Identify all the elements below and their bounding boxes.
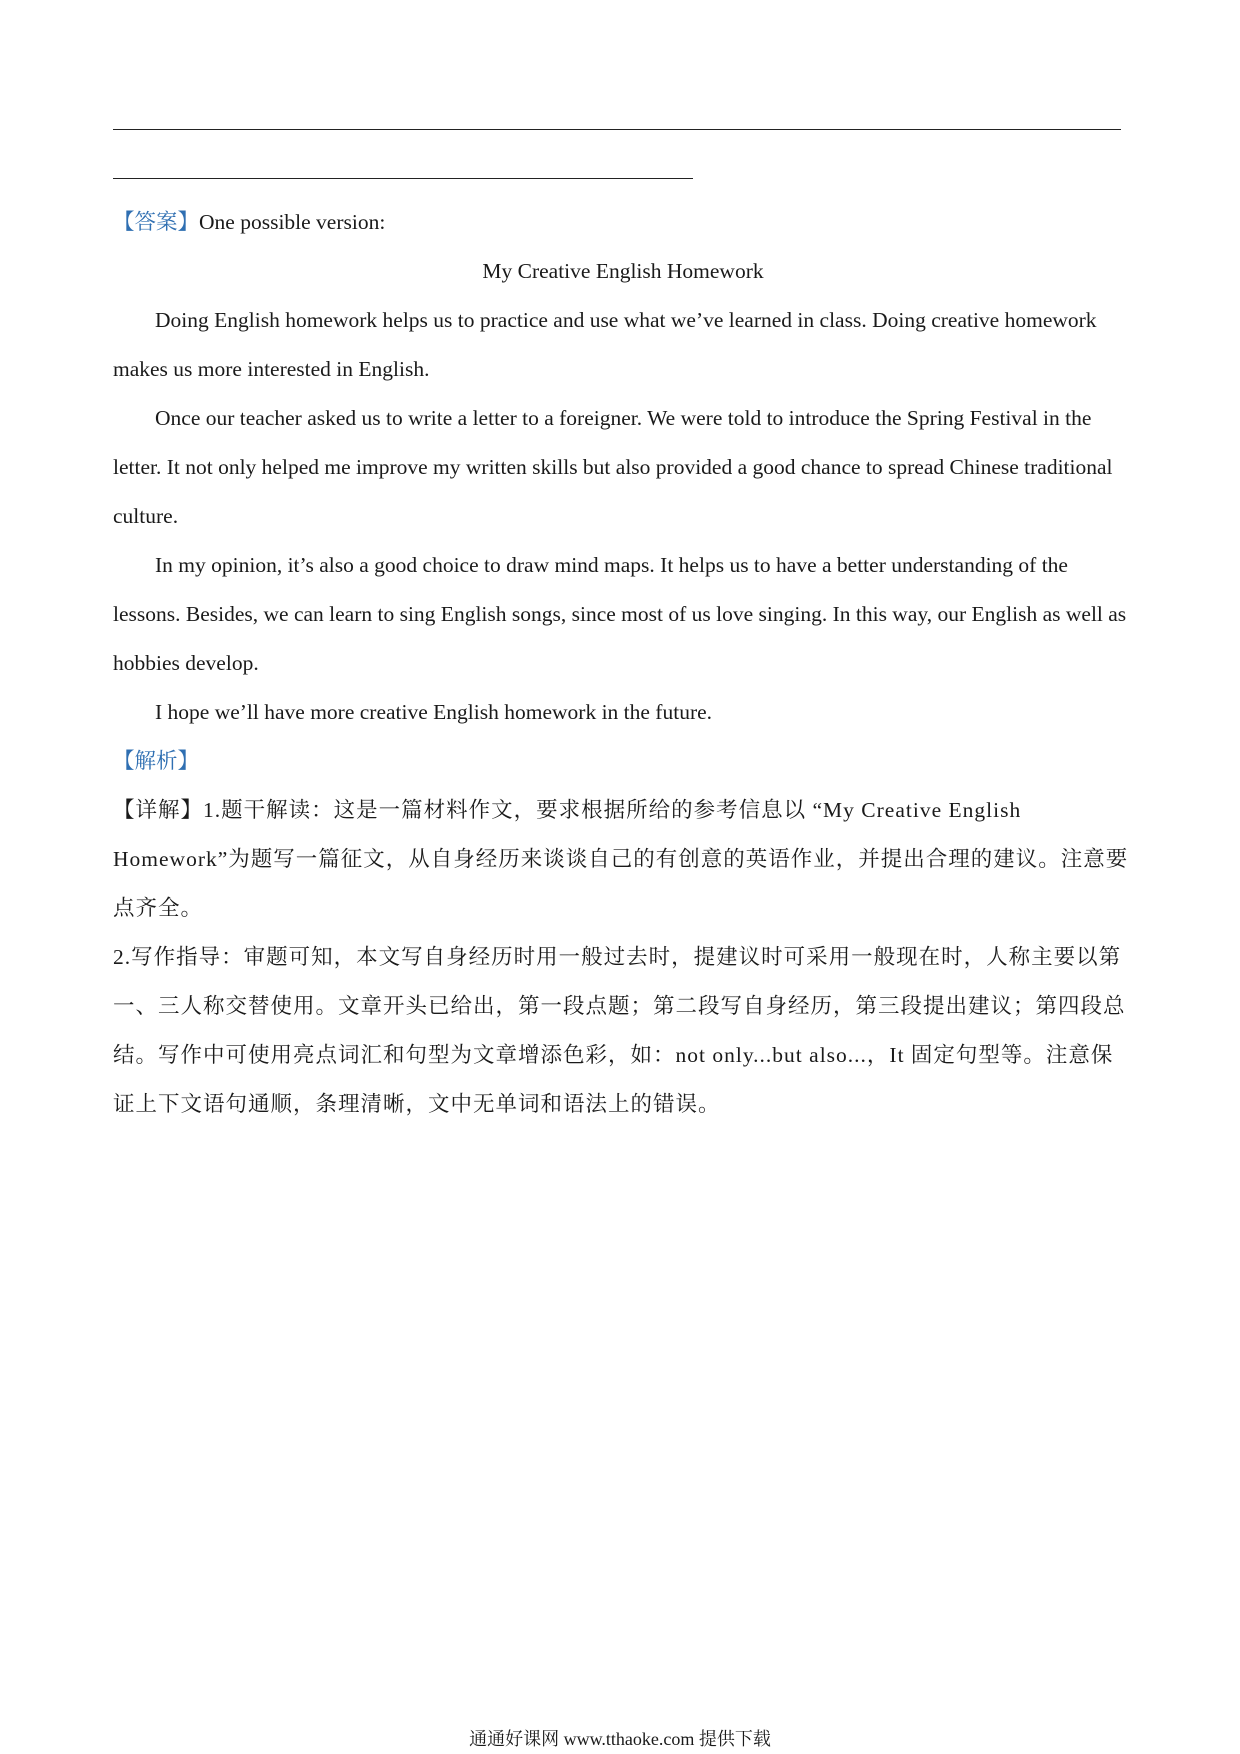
essay-paragraph-2: Once our teacher asked us to write a letter to a foreigner. We were told to introduce the Spring Festival in the letter. It not only helped me improve my written skills but also provided a good chance to spread Chinese traditional culture. (113, 406, 1113, 528)
detail-text: 1.题干解读：这是一篇材料作文，要求根据所给的参考信息以 “My Creative English Homework”为题写一篇征文，从自身经历来谈谈自己的有创意的英语作业，并提出合理的建议。注意要点齐全。 (113, 798, 1129, 920)
footer-credit: 通通好课网 www.tthaoke.com 提供下载 (469, 1729, 771, 1749)
analysis-label: 【解析】 (113, 749, 200, 773)
essay-paragraph-3: In my opinion, it’s also a good choice to draw mind maps. It helps us to have a better understanding of the lessons. Besides, we can learn to sing English songs, since most of us love singing. In this way, our English as well as hobbies develop. (113, 553, 1127, 675)
detail-label: 【详解】 (113, 798, 204, 822)
answer-label: 【答案】 (113, 210, 200, 234)
analysis-guide: 2.写作指导：审题可知，本文写自身经历时用一般过去时，提建议时可采用一般现在时，人称主要以第一、三人称交替使用。文章开头已给出，第一段点题；第二段写自身经历，第三段提出建议；第四段总结。写作中可使用亮点词汇和句型为文章增添色彩，如：not only...but also...，It 固定句型等。注意保证上下文语句通顺，条理清晰，文中无单词和语法上的错误。 (113, 945, 1126, 1116)
analysis-detail (113, 786, 1133, 933)
answer-line-1 (113, 129, 1121, 130)
essay-paragraph-1: Doing English homework helps us to practice and use what we’ve learned in class. Doing creative homework makes us more interested in English. (113, 308, 1097, 381)
answer-intro-line (113, 198, 1133, 247)
essay-paragraph-4: I hope we’ll have more creative English homework in the future. (155, 700, 713, 724)
document-body (113, 198, 1133, 1129)
essay-title: My Creative English Homework (482, 259, 764, 283)
answer-intro: One possible version: (199, 210, 386, 234)
answer-line-2 (113, 178, 693, 179)
